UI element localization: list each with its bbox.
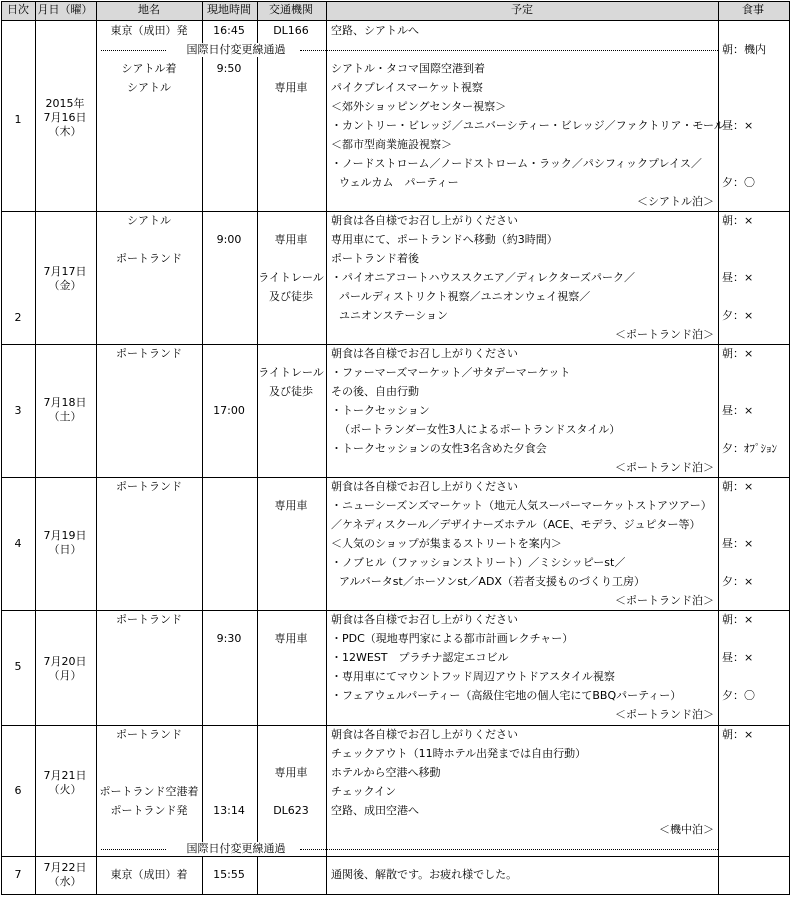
local-time: 15:55 — [213, 868, 245, 881]
plan-line: シアトル・タコマ国際空港到着 — [331, 62, 485, 75]
place-name: シアトル — [127, 214, 171, 227]
plan-line: その後、自由行動 — [331, 385, 419, 398]
row-border — [1, 610, 790, 611]
plan-line: ・トークセッション — [331, 404, 430, 417]
place-name: ポートランド — [116, 613, 182, 626]
plan-line: パイクプレイスマーケット視察 — [331, 81, 483, 94]
plan-line: ユニオンステーション — [339, 309, 449, 322]
transport: ライトレール — [258, 366, 324, 379]
plan-line: 空路、シアトルへ — [331, 24, 419, 37]
plan-line: アルバータst／ホーソンst／ADX（若者支援ものづくり工房） — [339, 575, 645, 588]
stay-note: ＜シアトル泊＞ — [637, 195, 714, 208]
place-name: ポートランド — [116, 252, 182, 265]
place-name: シアトル — [127, 81, 171, 94]
day-number: 3 — [14, 404, 22, 417]
column-border — [1, 1, 2, 895]
transport: ライトレール — [258, 271, 324, 284]
header-place: 地名 — [138, 3, 160, 16]
meal-entry: 夕：〇 — [722, 176, 755, 189]
plan-line: ＜都市型商業施設視察＞ — [331, 138, 452, 151]
row-border — [1, 856, 790, 857]
plan-line: ・PDC（現地専門家による都市計画レクチャー） — [331, 632, 574, 645]
transport: 専用車 — [274, 766, 308, 779]
stay-note: ＜ポートランド泊＞ — [615, 328, 714, 341]
local-time: 9:00 — [216, 233, 242, 246]
day-date: （金） — [48, 279, 82, 292]
plan-line: ・ノードストローム／ノードストローム・ラック／パシフィックプレイス／ — [331, 157, 702, 170]
plan-line: パールディストリクト視察／ユニオンウェイ視察／ — [339, 290, 591, 303]
transport: 専用車 — [274, 81, 308, 94]
transport: DL166 — [273, 24, 309, 37]
plan-line: ・トークセッションの女性3名含めた夕食会 — [331, 442, 547, 455]
meal-entry: 昼：× — [722, 651, 754, 664]
meal-entry: 昼：× — [722, 537, 754, 550]
dateline-note: 国際日付変更線通過 — [184, 43, 289, 57]
transport: 及び徒歩 — [269, 385, 313, 398]
row-border — [1, 344, 790, 345]
header-date: 月日（曜） — [37, 3, 93, 16]
row-border — [1, 725, 790, 726]
meal-entry: 朝：× — [722, 347, 754, 360]
day-date: （水） — [48, 875, 82, 888]
day-date: 7月19日 — [43, 529, 87, 542]
transport: 専用車 — [274, 632, 308, 645]
local-time: 13:14 — [213, 804, 245, 817]
plan-line: 朝食は各自様でお召し上がりください — [331, 613, 518, 626]
place-name: 東京（成田）発 — [110, 24, 188, 37]
plan-line: チェックイン — [331, 785, 397, 798]
plan-line: 空路、成田空港へ — [331, 804, 419, 817]
day-date: 7月22日 — [43, 861, 87, 874]
day-date: （土） — [48, 410, 82, 423]
plan-line: 専用車にて、ポートランドへ移動（約3時間） — [331, 233, 558, 246]
column-border — [718, 1, 719, 895]
meal-entry: 夕：〇 — [722, 689, 755, 702]
plan-line: 朝食は各自様でお召し上がりください — [331, 728, 518, 741]
place-name: シアトル着 — [121, 62, 177, 75]
day-number: 5 — [14, 660, 22, 673]
dateline-dots — [101, 50, 166, 51]
place-name: ポートランド発 — [110, 804, 188, 817]
plan-line: （ポートランダー女性3人によるポートランドスタイル） — [339, 423, 621, 436]
column-border — [35, 1, 36, 895]
dateline-dots — [101, 849, 166, 850]
plan-line: 通関後、解散です。お疲れ様でした。 — [331, 868, 518, 881]
meal-entry: 昼：× — [722, 404, 754, 417]
plan-line: ホテルから空港へ移動 — [331, 766, 441, 779]
day-number: 2 — [14, 311, 22, 324]
plan-line: 朝食は各自様でお召し上がりください — [331, 214, 518, 227]
day-date: （日） — [48, 543, 82, 556]
dateline-dots — [300, 50, 718, 51]
plan-line: ・カントリー・ビレッジ／ユニバーシティー・ビレッジ／ファクトリア・モール — [331, 119, 725, 132]
meal-entry: 夕：ｵﾌﾟｼｮﾝ — [722, 442, 777, 455]
column-border — [257, 1, 258, 895]
row-border — [1, 477, 790, 478]
plan-line: ・ノブヒル（ファッションストリート）／ミシシッピーst／ — [331, 556, 626, 569]
place-name: 東京（成田）着 — [110, 868, 188, 881]
plan-line: 朝食は各自様でお召し上がりください — [331, 347, 518, 360]
plan-line: ・専用車にてマウントフッド周辺アウトドアスタイル視察 — [331, 670, 615, 683]
header-plan: 予定 — [511, 3, 533, 16]
day-number: 7 — [14, 868, 22, 881]
stay-note: ＜ポートランド泊＞ — [615, 708, 714, 721]
row-border — [1, 894, 790, 895]
header-time: 現地時間 — [207, 3, 251, 16]
day-date: （木） — [48, 125, 82, 138]
transport: 専用車 — [274, 233, 308, 246]
meal-entry: 夕：× — [722, 309, 754, 322]
transport: DL623 — [273, 804, 309, 817]
column-border — [326, 1, 327, 895]
header-day: 日次 — [7, 3, 29, 16]
place-name: ポートランド — [116, 347, 182, 360]
meal-entry: 朝：× — [722, 480, 754, 493]
day-date: （月） — [48, 669, 82, 682]
meal-entry: 朝：機内 — [722, 43, 766, 56]
day-number: 6 — [14, 784, 22, 797]
day-date: 7月21日 — [43, 769, 87, 782]
place-name: ポートランド — [116, 728, 182, 741]
plan-line: 朝食は各自様でお召し上がりください — [331, 480, 518, 493]
day-number: 4 — [14, 537, 22, 550]
meal-entry: 昼：× — [722, 271, 754, 284]
local-time: 9:30 — [216, 632, 242, 645]
local-time: 9:50 — [216, 62, 242, 75]
column-border — [202, 1, 203, 895]
local-time: 16:45 — [213, 24, 245, 37]
meal-entry: 昼：× — [722, 119, 754, 132]
day-date: （火） — [48, 783, 82, 796]
header-transport: 交通機関 — [269, 3, 313, 16]
plan-line: ・パイオニアコートハウススクエア／ディレクターズパーク／ — [331, 271, 636, 284]
local-time: 17:00 — [213, 404, 245, 417]
transport: 専用車 — [274, 499, 308, 512]
stay-note: ＜機中泊＞ — [659, 823, 714, 836]
day-date: 7月17日 — [43, 265, 87, 278]
transport: 及び徒歩 — [269, 290, 313, 303]
plan-line: ・12WEST プラチナ認定エコビル — [331, 651, 509, 664]
column-border — [96, 1, 97, 895]
row-border — [1, 211, 790, 212]
plan-line: ＜郊外ショッピングセンター視察＞ — [331, 100, 507, 113]
plan-line: ／ケネディスクール／デザイナーズホテル（ACE、モデラ、ジュピター等） — [331, 518, 701, 531]
dateline-dots — [300, 849, 718, 850]
plan-line: ・フェアウェルパーティー（高級住宅地の個人宅にてBBQパーティー） — [331, 689, 682, 702]
day-date: 2015年 — [45, 97, 85, 110]
row-border — [1, 1, 790, 2]
plan-line: ・ニューシーズンズマーケット（地元人気スーパーマーケットストアツアー） — [331, 499, 712, 512]
meal-entry: 朝：× — [722, 728, 754, 741]
day-date: 7月20日 — [43, 655, 87, 668]
dateline-note: 国際日付変更線通過 — [184, 842, 289, 856]
place-name: ポートランド — [116, 480, 182, 493]
meal-entry: 朝：× — [722, 214, 754, 227]
plan-line: ・ファーマーズマーケット／サタデーマーケット — [331, 366, 571, 379]
meal-entry: 夕：× — [722, 575, 754, 588]
plan-line: ウェルカム パーティー — [339, 176, 459, 189]
stay-note: ＜ポートランド泊＞ — [615, 594, 714, 607]
day-date: 7月16日 — [43, 111, 87, 124]
place-name: ポートランド空港着 — [99, 785, 199, 798]
header-meal: 食事 — [742, 3, 764, 16]
plan-line: ＜人気のショップが集まるストリートを案内＞ — [331, 537, 562, 550]
day-number: 1 — [14, 113, 22, 126]
day-date: 7月18日 — [43, 396, 87, 409]
stay-note: ＜ポートランド泊＞ — [615, 461, 714, 474]
row-border — [1, 20, 790, 21]
header-row — [1, 1, 789, 20]
meal-entry: 朝：× — [722, 613, 754, 626]
plan-line: ポートランド着後 — [331, 252, 419, 265]
plan-line: チェックアウト（11時ホテル出発までは自由行動） — [331, 747, 587, 760]
